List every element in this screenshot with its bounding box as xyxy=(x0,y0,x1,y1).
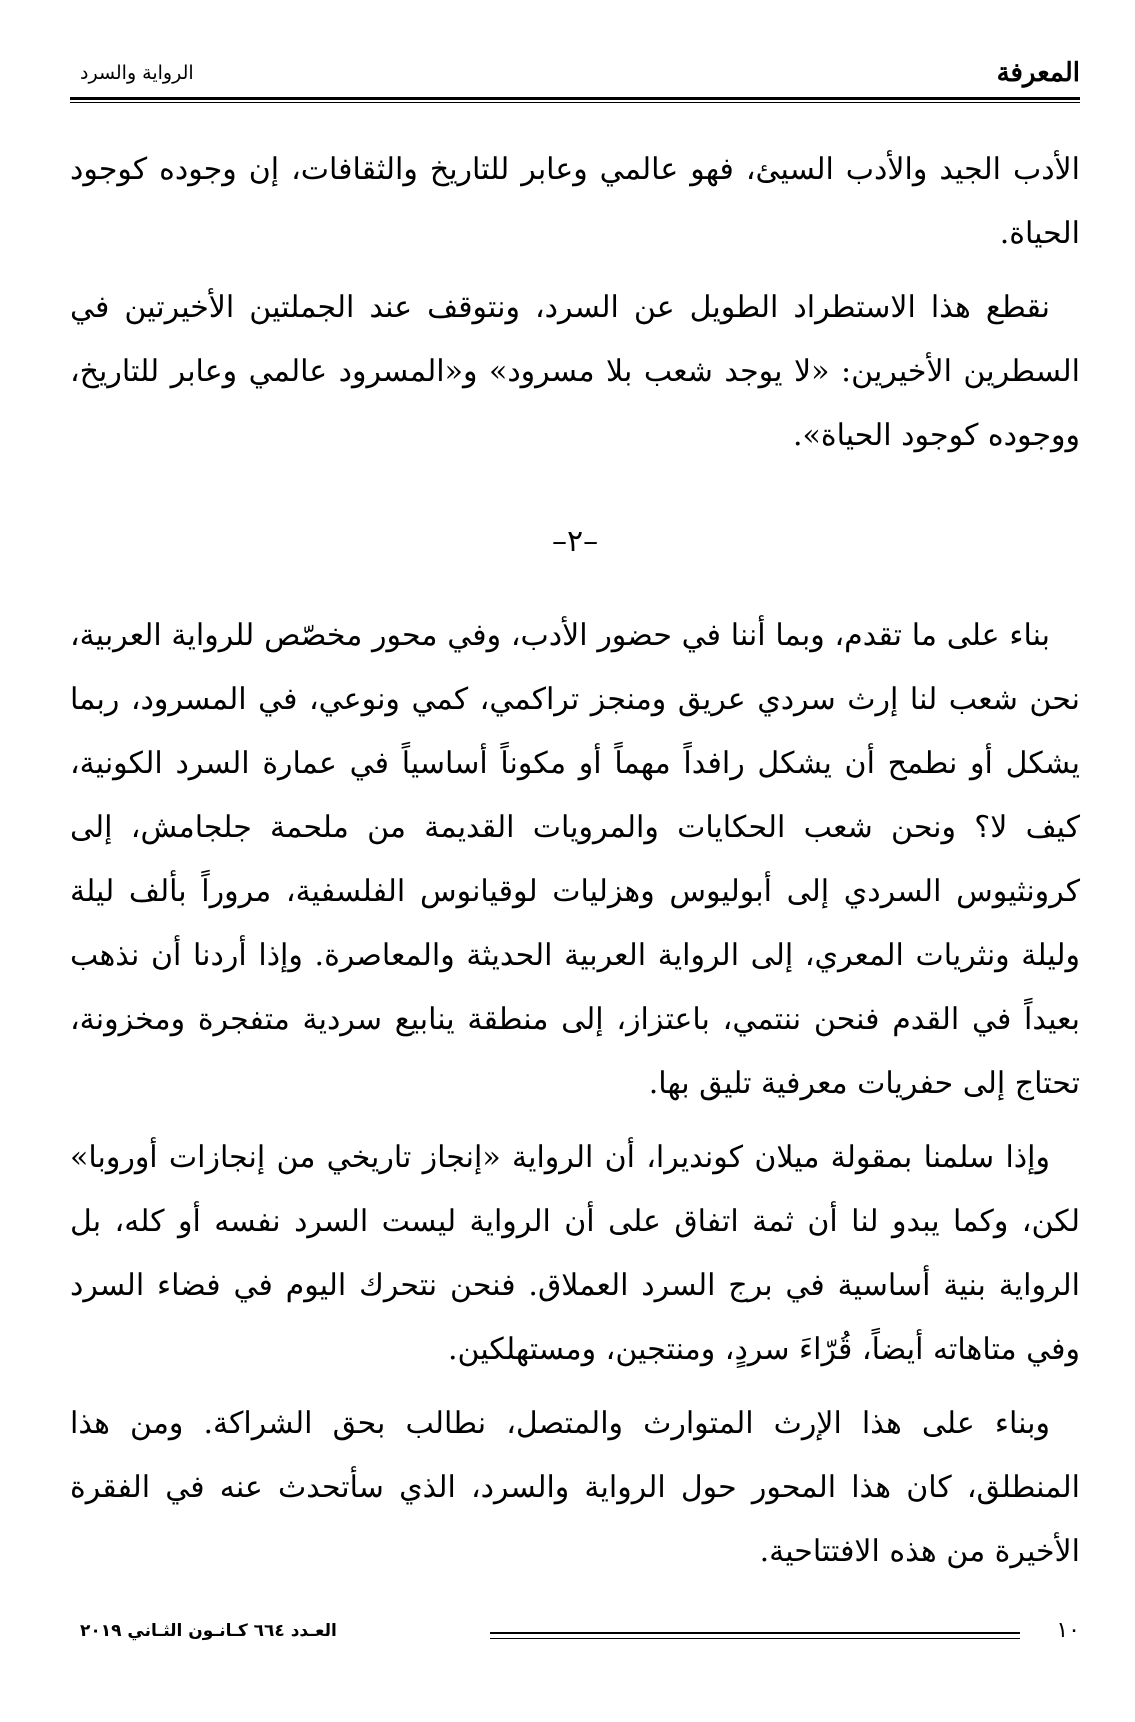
running-title: الرواية والسرد xyxy=(80,62,194,84)
article-body xyxy=(70,138,1080,1594)
page-footer xyxy=(70,1618,1080,1648)
paragraph-5: وبناء على هذا الإرث المتوارث والمتصل، نطالب بحق الشراكة. ومن هذا المنطلق، كان هذا المحور حول الرواية والسرد، الذي سأتحدث عنه في الفقرة الأخيرة من هذه الافتتاحية. xyxy=(70,1406,1080,1569)
paragraph-3: بناء على ما تقدم، وبما أننا في حضور الأدب، وفي محور مخصّص للرواية العربية، نحن شعب لنا إرث سردي عريق ومنجز تراكمي، كمي ونوعي، في المسرود، ربما يشكل أو نطمح أن يشكل رافداً مهماً أو مكوناً أساسياً في عمارة السرد الكونية، كيف لا؟ ونحن شعب الحكايات والمرويات القديمة من ملحمة جلجامش، إلى كرونثيوس السردي إلى أبوليوس وهزليات لوقيانوس الفلسفية، مروراً بألف ليلة وليلة ونثريات المعري، إلى الرواية العربية الحديثة والمعاصرة. وإذا أردنا أن نذهب بعيداً في القدم فنحن ننتمي، باعتزاز، إلى منطقة ينابيع سردية متفجرة ومخزونة، تحتاج إلى حفريات معرفية تليق بها. xyxy=(70,618,1081,1101)
page-number: ١٠ xyxy=(1056,1618,1080,1643)
issue-info: العـدد ٦٦٤ كـانـون الثـاني ٢٠١٩ xyxy=(80,1621,337,1641)
page-header xyxy=(70,58,1080,94)
header-rule-thin xyxy=(70,102,1080,103)
magazine-logo: المعرفة xyxy=(996,58,1080,88)
header-rule xyxy=(70,97,1080,100)
section-marker: –٢– xyxy=(551,524,599,559)
footer-rule xyxy=(490,1632,1020,1639)
paragraph-1: الأدب الجيد والأدب السيئ، فهو عالمي وعابر للتاريخ والثقافات، إن وجوده كوجود الحياة. xyxy=(70,152,1080,251)
paragraph-2: نقطع هذا الاستطراد الطويل عن السرد، ونتوقف عند الجملتين الأخيرتين في السطرين الأخيرين: «لا يوجد شعب بلا مسرود» و«المسرود عالمي وعابر للتاريخ، ووجوده كوجود الحياة». xyxy=(70,290,1080,453)
paragraph-4: وإذا سلمنا بمقولة ميلان كونديرا، أن الرواية «إنجاز تاريخي من إنجازات أوروبا» لكن، وكما يبدو لنا أن ثمة اتفاق على أن الرواية ليست السرد نفسه أو كله، بل الرواية بنية أساسية في برج السرد العملاق. فنحن نتحرك اليوم في فضاء السرد وفي متاهاته أيضاً، قُرّاءَ سردٍ، ومنتجين، ومستهلكين. xyxy=(70,1140,1080,1367)
